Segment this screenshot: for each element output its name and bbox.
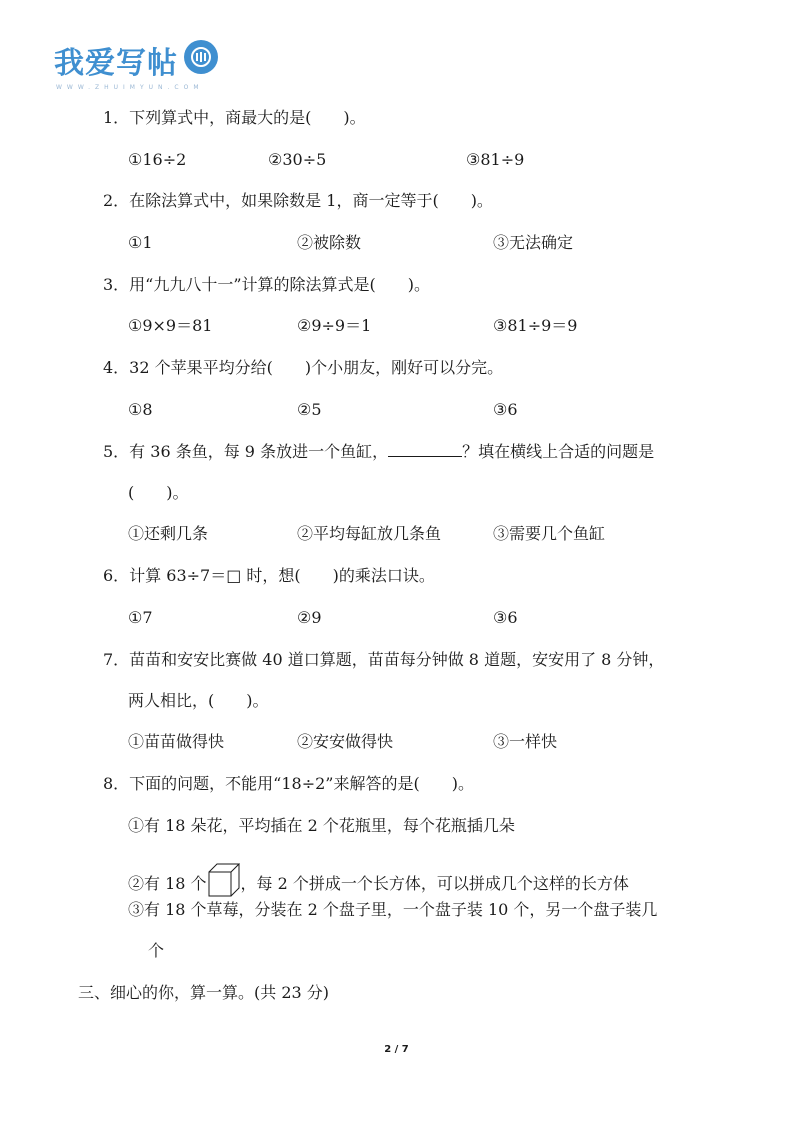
q8-option-2-b: ，每 2 个拼成一个长方体，可以拼成几个这样的长方体	[240, 874, 629, 893]
logo-text: 我爱写帖	[54, 46, 178, 81]
q5-option-2: ②平均每缸放几条鱼	[297, 524, 442, 543]
question-6	[103, 566, 435, 586]
q3-option-2: ②9÷9＝1	[297, 316, 372, 335]
q8-option-3: ③有 18 个草莓，分装在 2 个盘子里，一个盘子装 10 个，另一个盘子装几	[128, 900, 658, 919]
question-8: 8．下面的问题，不能用“18÷2”来解答的是( )。	[103, 774, 474, 793]
question-3: 3．用“九九八十一”计算的除法算式是( )。	[103, 275, 431, 294]
cube-icon	[208, 863, 240, 897]
q7-option-3: ③一样快	[493, 732, 558, 751]
question-2: 2．在除法算式中，如果除数是 1，商一定等于( )。	[103, 191, 493, 210]
q7-stem-b: 两人相比，( )。	[128, 691, 269, 710]
q6-option-1: ①7	[128, 608, 153, 627]
q5-option-3: ③需要几个鱼缸	[493, 524, 606, 543]
q5-stem-c: ( )。	[128, 483, 189, 502]
q3-option-1: ①9×9＝81	[128, 316, 213, 335]
q6-stem-b: 时，想( )的乘法口诀。	[241, 566, 435, 585]
q6-option-3: ③6	[493, 608, 518, 627]
q1-option-3: ③81÷9	[466, 150, 525, 169]
q5-option-1: ①还剩几条	[128, 524, 209, 543]
q4-option-3: ③6	[493, 400, 518, 419]
q6-stem-a: 6．计算 63÷7＝	[103, 566, 227, 585]
q4-option-1: ①8	[128, 400, 153, 419]
q6-option-2: ②9	[297, 608, 322, 627]
q6-answer-box: □	[226, 566, 242, 585]
q2-option-3: ③无法确定	[493, 233, 574, 252]
q1-option-1: ①16÷2	[128, 150, 187, 169]
q8-option-2	[128, 863, 629, 897]
section-3-heading: 三、细心的你，算一算。(共 23 分)	[78, 983, 330, 1002]
q2-option-1: ①1	[128, 233, 153, 252]
q7-option-1: ①苗苗做得快	[128, 732, 225, 751]
logo-badge-icon	[184, 40, 218, 74]
question-5	[103, 442, 654, 462]
q4-option-2: ②5	[297, 400, 322, 419]
q7-option-2: ②安安做得快	[297, 732, 394, 751]
q2-option-2: ②被除数	[297, 233, 362, 252]
q1-option-2: ②30÷5	[268, 150, 327, 169]
question-4: 4．32 个苹果平均分给( )个小朋友，刚好可以分完。	[103, 358, 504, 377]
question-7: 7．苗苗和安安比赛做 40 道口算题，苗苗每分钟做 8 道题，安安用了 8 分钟，	[103, 650, 665, 669]
logo-url: WWW.ZHUIMYUN.COM	[56, 84, 204, 91]
q8-option-3-cont: 个	[148, 941, 165, 960]
q5-stem-b: ？填在横线上合适的问题是	[462, 442, 655, 461]
site-logo	[54, 36, 234, 98]
q3-option-3: ③81÷9＝9	[493, 316, 578, 335]
q8-option-1: ①有 18 朵花，平均插在 2 个花瓶里，每个花瓶插几朵	[128, 816, 515, 835]
q5-stem-a: 5．有 36 条鱼，每 9 条放进一个鱼缸，	[103, 442, 389, 461]
q5-answer-blank	[388, 442, 462, 457]
q8-option-2-a: ②有 18 个	[128, 874, 207, 893]
question-1: 1．下列算式中，商最大的是( )。	[103, 108, 366, 127]
page-number: 2 / 7	[384, 1044, 409, 1055]
